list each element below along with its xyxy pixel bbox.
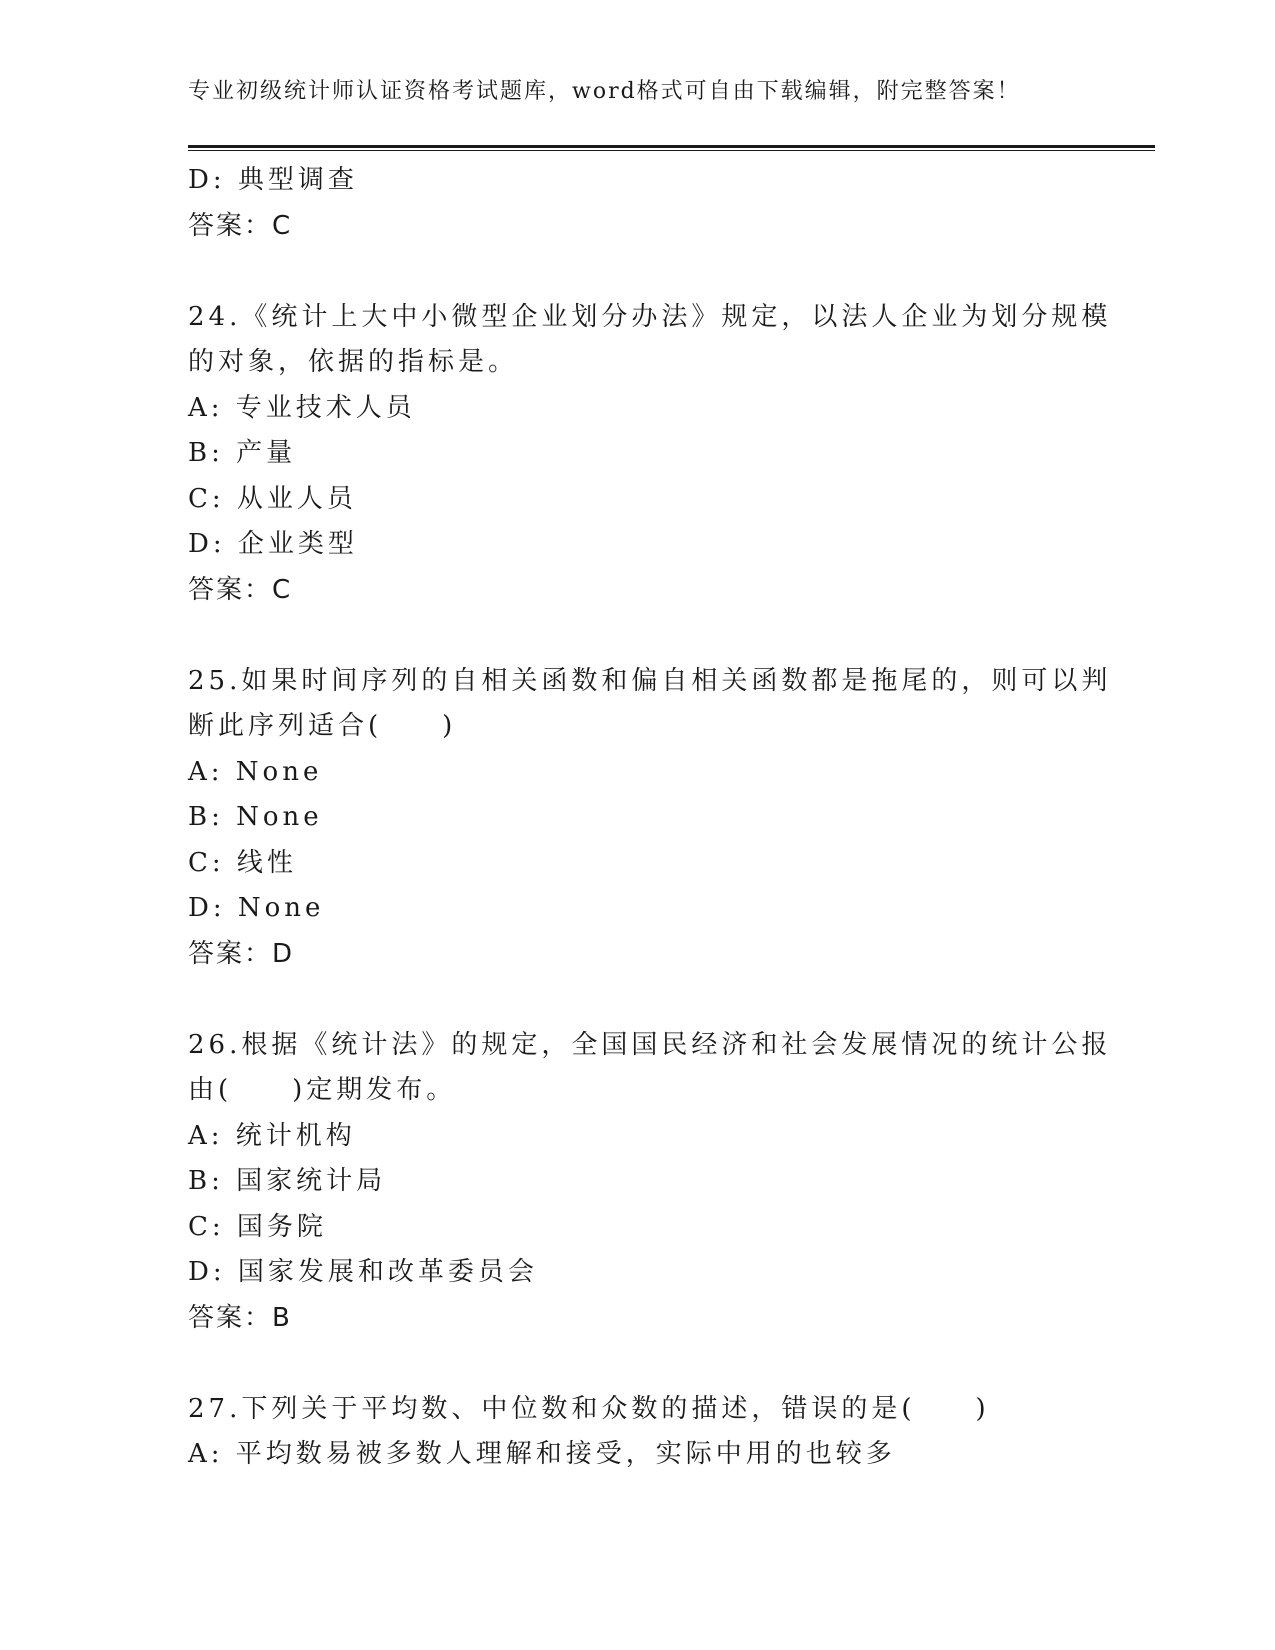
spacer (188, 977, 1088, 1023)
q25-stem-line-2: 断此序列适合( ) (188, 711, 457, 741)
q24-option-b: B: 产量 (188, 438, 297, 468)
q25-stem-line-1: 25.如果时间序列的自相关函数和偏自相关函数都是拖尾的，则可以判 (188, 665, 1112, 696)
q25-option-b: B: None (188, 802, 323, 832)
q26-option-c: C: 国务院 (188, 1211, 327, 1242)
q24-option-d: D: 企业类型 (188, 529, 358, 559)
q27-stem-line-1: 27.下列关于平均数、中位数和众数的描述，错误的是( ) (188, 1393, 990, 1424)
page-header: 专业初级统计师认证资格考试题库，word格式可自由下载编辑，附完整答案！ (188, 79, 1021, 104)
q24-stem-line-1: 24.《统计上大中小微型企业划分办法》规定，以法人企业为划分规模 (188, 301, 1112, 332)
q24-option-c: C: 从业人员 (188, 483, 357, 514)
prev-option-d: D: 典型调查 (188, 165, 358, 195)
question-list (188, 158, 1112, 1478)
spacer (188, 1341, 1088, 1387)
q26-option-b: B: 国家统计局 (188, 1166, 387, 1196)
spacer (188, 613, 1088, 659)
q25-option-c: C: 线性 (188, 847, 297, 878)
spacer (188, 249, 1088, 295)
q24-stem-line-2: 的对象，依据的指标是。 (188, 347, 519, 377)
q24-answer: 答案：C (188, 574, 293, 605)
prev-answer: 答案：C (188, 210, 293, 241)
q26-option-d: D: 国家发展和改革委员会 (188, 1257, 538, 1287)
q24-option-a: A: 专业技术人员 (188, 392, 416, 423)
header-rule-thin (188, 150, 1155, 151)
q25-option-a: A: None (188, 756, 323, 787)
q26-answer: 答案：B (188, 1302, 292, 1333)
q27-option-a: A: 平均数易被多数人理解和接受，实际中用的也较多 (188, 1439, 896, 1469)
q26-option-a: A: 统计机构 (188, 1120, 356, 1151)
header-rule-thick (188, 145, 1155, 148)
q25-answer: 答案：D (188, 938, 295, 969)
q26-stem-line-1: 26.根据《统计法》的规定，全国国民经济和社会发展情况的统计公报 (188, 1029, 1112, 1060)
q25-option-d: D: None (188, 893, 325, 923)
q26-stem-line-2: 由( )定期发布。 (188, 1075, 457, 1105)
